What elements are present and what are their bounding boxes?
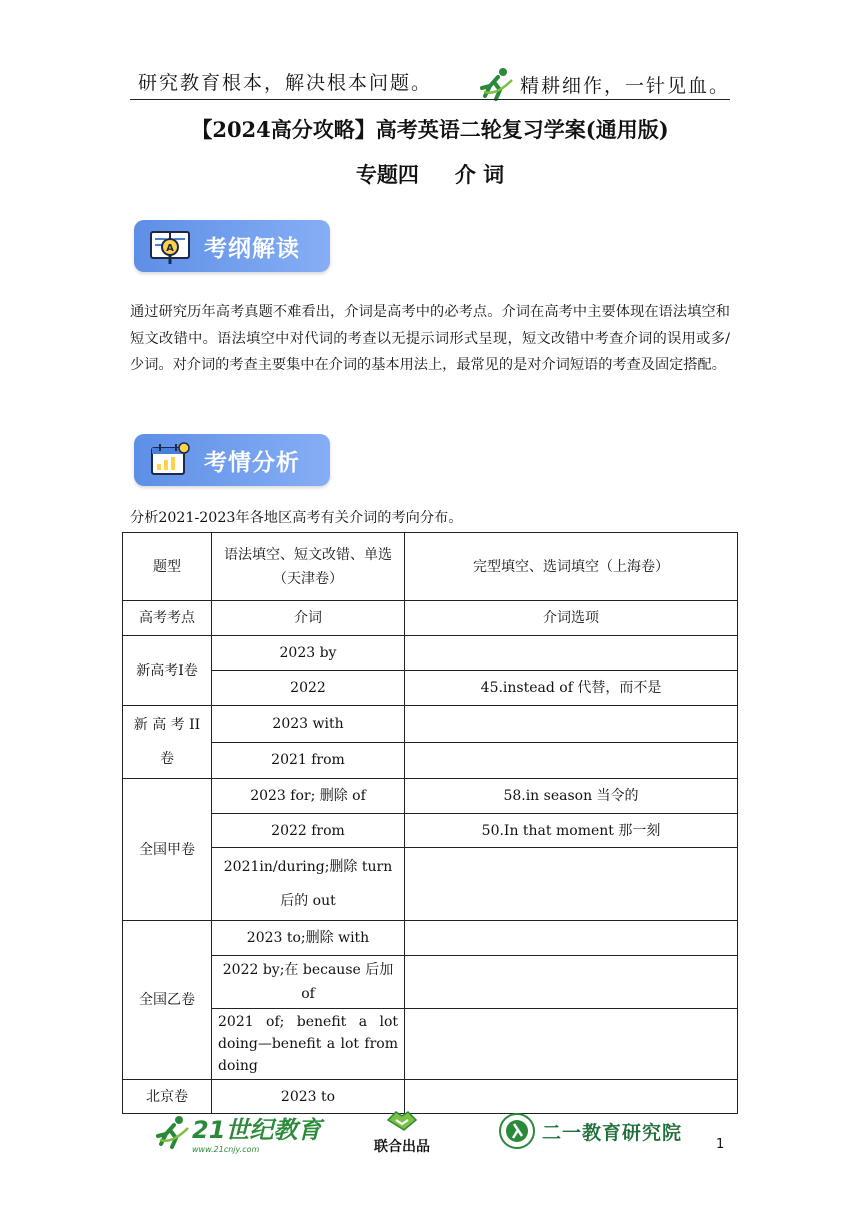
table-row: [123, 601, 738, 636]
table-cell: 2023 by: [212, 636, 405, 671]
table-cell: 45.instead of 代替，而不是: [405, 671, 738, 706]
table-cell: [405, 706, 738, 743]
table-row: [123, 671, 738, 706]
table-cell: 2021in/during;删除 turn 后的 out: [212, 848, 405, 921]
handshake-icon: [384, 1108, 420, 1132]
table-cell: [405, 1009, 738, 1080]
table-cell: 50.In that moment 那一刻: [405, 814, 738, 848]
table-cell: 语法填空、短文改错、单选（天津卷）: [212, 533, 405, 601]
table-cell: 2023 for; 删除 of: [212, 779, 405, 814]
section-banner-analysis: [134, 434, 330, 486]
runner-logo-icon: [152, 1112, 192, 1152]
document-title: 【2024高分攻略】高考英语二轮复习学案(通用版): [191, 117, 669, 142]
table-cell: 完型填空、选词填空（上海卷）: [405, 533, 738, 601]
page-header: [130, 58, 730, 100]
logo-21cnjy: [152, 1110, 321, 1154]
table-cell: [405, 848, 738, 921]
table-cell: 高考考点: [123, 601, 212, 636]
svg-text:A: A: [166, 243, 174, 254]
table-cell: 2022 from: [212, 814, 405, 848]
table-row: [123, 779, 738, 814]
header-left-slogan: 研究教育根本，解决根本问题。: [138, 72, 433, 94]
calendar-chart-icon: [148, 440, 192, 480]
table-row: [123, 921, 738, 956]
table-cell: [405, 742, 738, 779]
page-number: 1: [716, 1137, 725, 1152]
header-divider: [130, 99, 730, 100]
header-right-slogan: 精耕细作，一针见血。: [519, 74, 730, 97]
seal-icon: [498, 1112, 536, 1150]
table-cell: 2021 of; benefit a lot doing—benefit a lot from doing: [212, 1009, 405, 1080]
table-row: [123, 814, 738, 848]
table-cell: 2023 to: [212, 1080, 405, 1114]
table-cell: 介词: [212, 601, 405, 636]
table-row: [123, 956, 738, 1009]
table-cell: 2022 by;在 because 后加 of: [212, 956, 405, 1009]
region-cell: 新高考I卷: [123, 636, 212, 706]
table-row: [123, 706, 738, 743]
table-cell: 2022: [212, 671, 405, 706]
logo-research-institute: [498, 1112, 682, 1150]
region-cell: 全国甲卷: [123, 779, 212, 921]
table-cell: [405, 956, 738, 1009]
exam-distribution-table: [122, 532, 738, 1114]
table-cell: [405, 636, 738, 671]
topic-number: 专题四: [355, 162, 419, 187]
table-cell: 58.in season 当令的: [405, 779, 738, 814]
section-label-syllabus: 考纲解读: [204, 235, 300, 262]
table-row: [123, 1009, 738, 1080]
topic-title: [0, 159, 860, 189]
logo3-text: 二一教育研究院: [542, 1121, 683, 1144]
table-row: [123, 848, 738, 921]
region-cell: 全国乙卷: [123, 921, 212, 1080]
page-footer: [0, 1102, 860, 1162]
logo1-url: www.21cnjy.com: [192, 1145, 260, 1154]
region-cell: 北京卷: [123, 1080, 212, 1114]
table-cell: 2023 to;删除 with: [212, 921, 405, 956]
logo-joint: [374, 1108, 430, 1156]
syllabus-paragraph: 通过研究历年高考真题不难看出，介词是高考中的必考点。介词在高考中主要体现在语法填空和短文改错中。语法填空中对代词的考查以无提示词形式呈现，短文改错中考查介词的误用或多/少词。对介词的考查主要集中在介词的基本用法上，最常见的是对介词短语的考查及固定搭配。: [130, 304, 730, 373]
table-cell: 2023 with: [212, 706, 405, 743]
table-cell: 介词选项: [405, 601, 738, 636]
topic-subject: 介 词: [454, 162, 505, 187]
logo2-text: 联合出品: [374, 1139, 430, 1155]
logo1-name: 21世纪教育: [192, 1116, 322, 1144]
table-row: [123, 742, 738, 779]
section-banner-syllabus: [134, 220, 330, 272]
header-right: [476, 66, 730, 102]
table-cell: 2021 from: [212, 742, 405, 779]
table-row: [123, 636, 738, 671]
section-label-analysis: 考情分析: [204, 449, 300, 476]
region-cell: 新 高 考 II 卷: [123, 706, 212, 779]
runner-logo-icon: [476, 66, 516, 102]
table-header-row: [123, 533, 738, 601]
analysis-intro: 分析2021-2023年各地区高考有关介词的考向分布。: [130, 510, 463, 526]
book-magnifier-icon: [148, 226, 192, 266]
table-cell: [405, 921, 738, 956]
table-cell: 题型: [123, 533, 212, 601]
